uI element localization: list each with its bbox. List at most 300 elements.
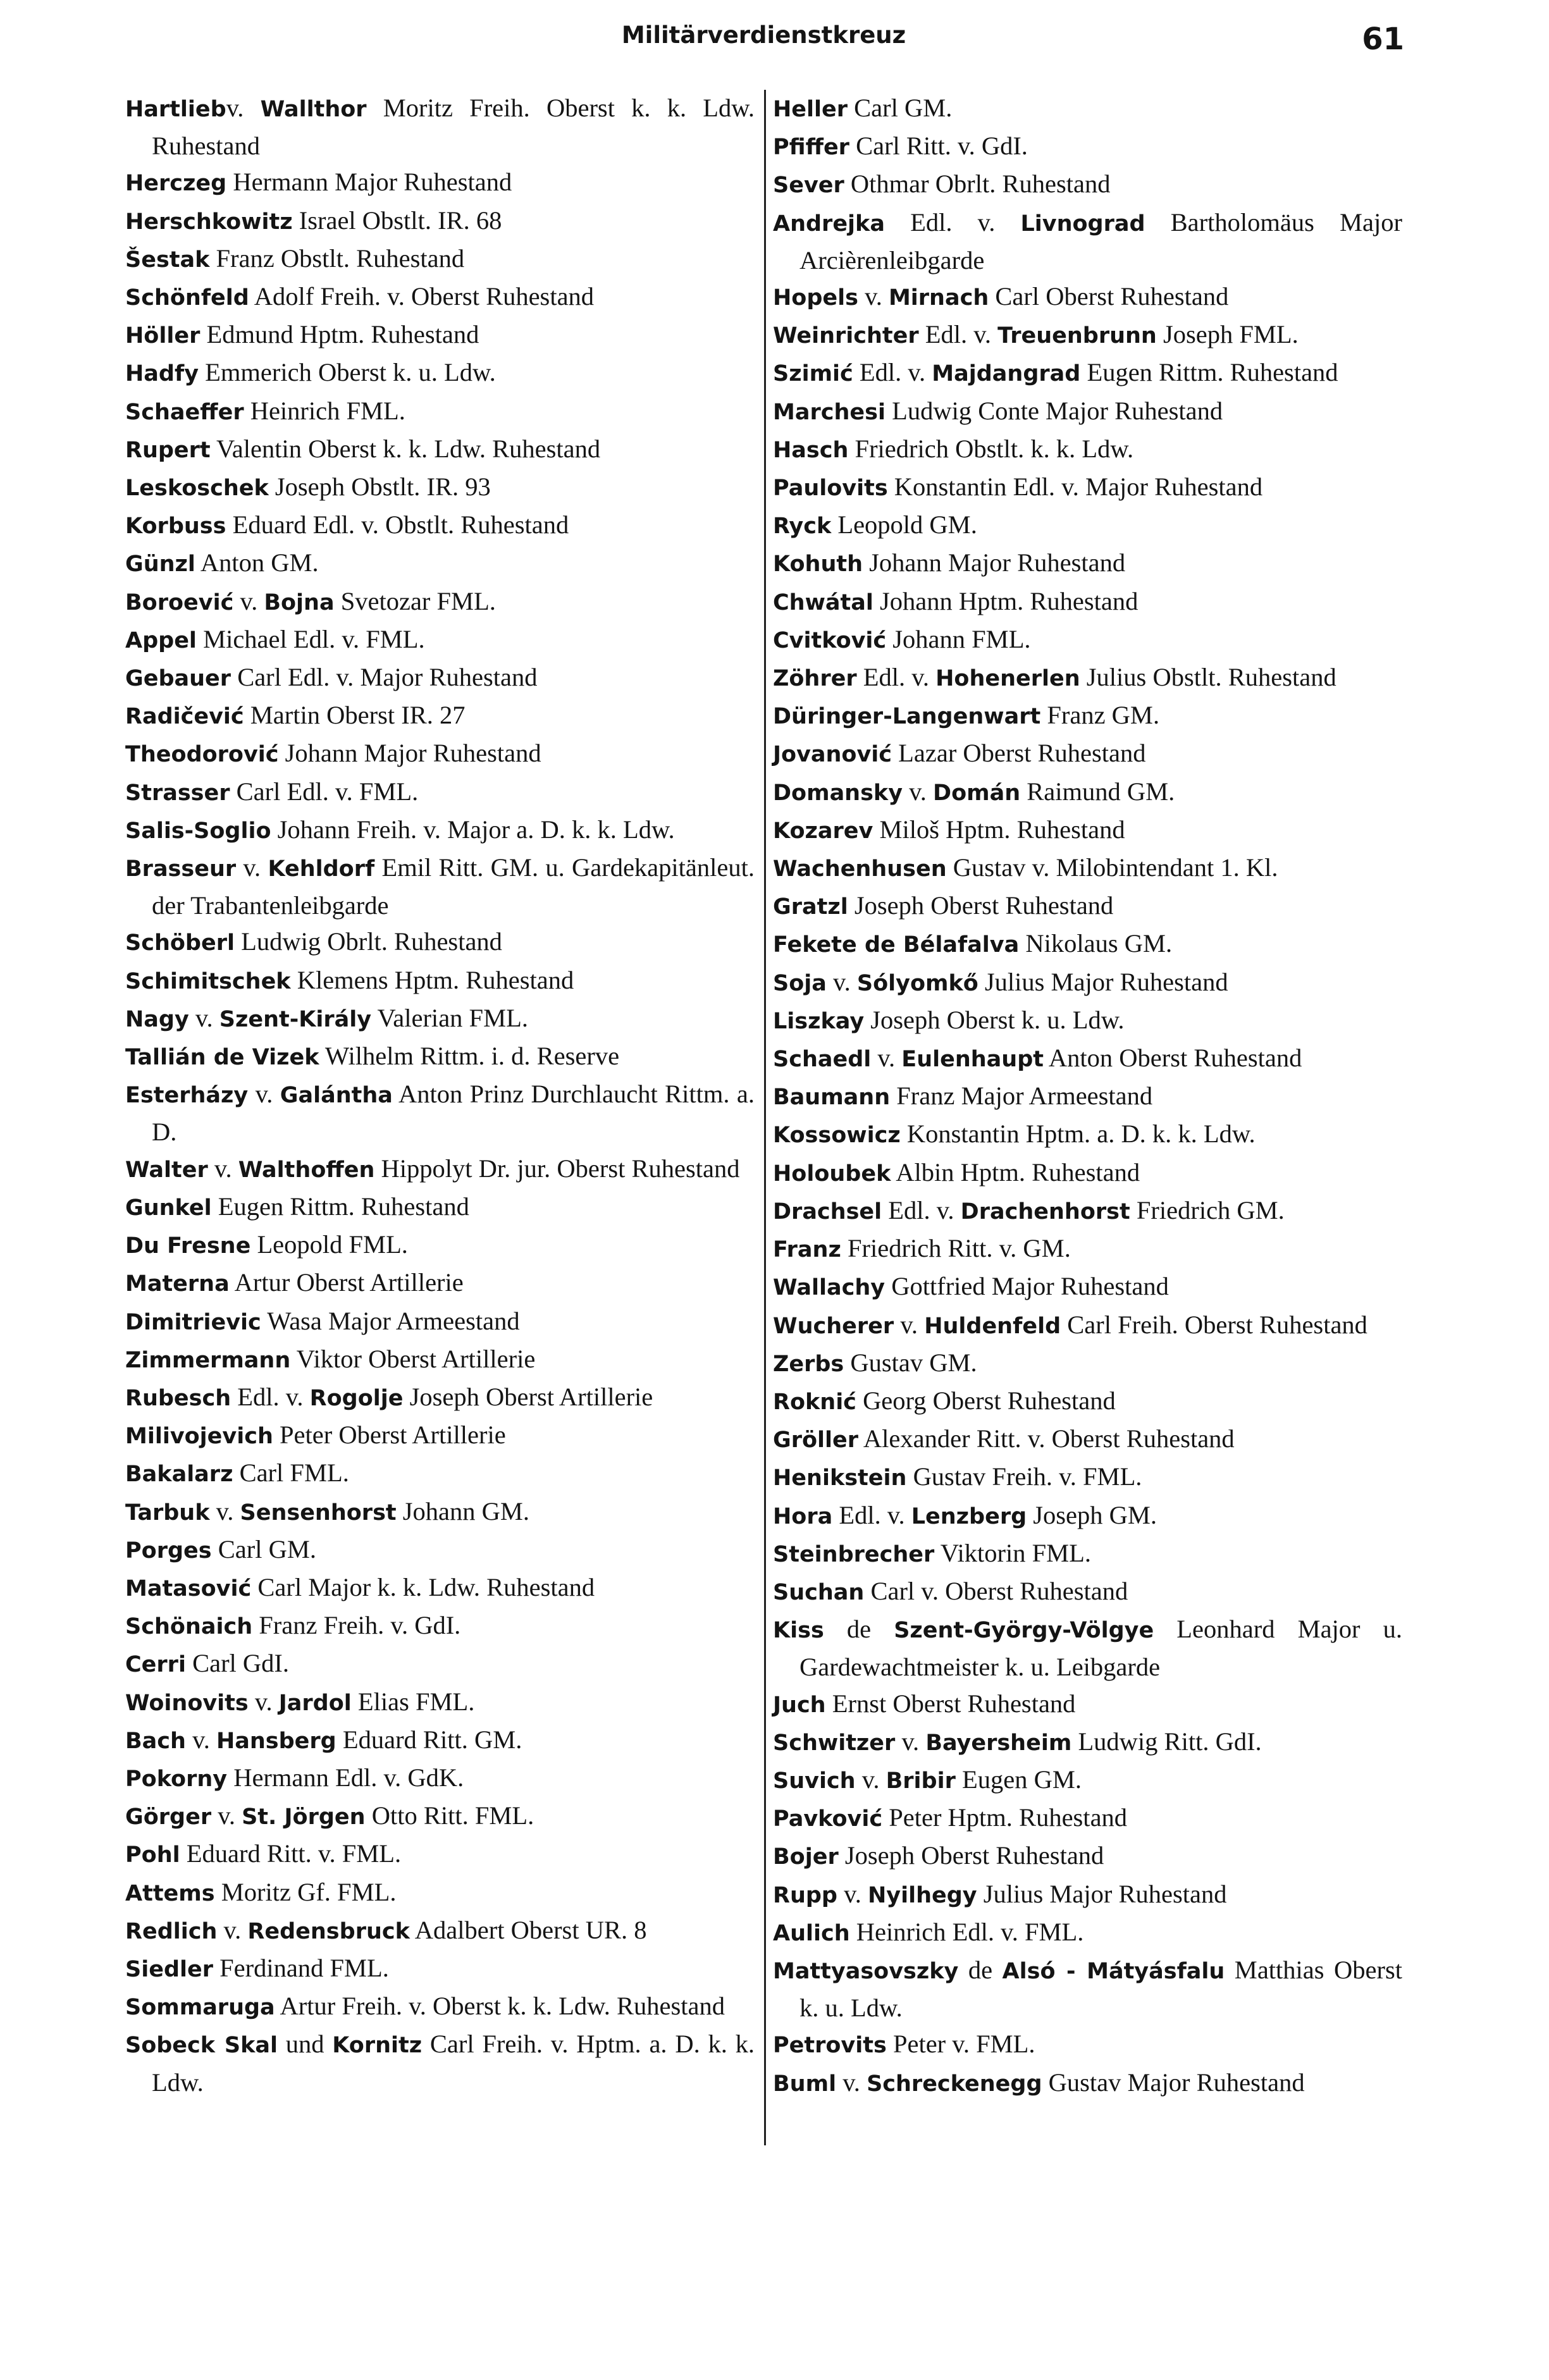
entry-name-predicate: Jardol <box>278 1690 352 1716</box>
entry-name: Du Fresne <box>125 1233 251 1259</box>
entry-name: Herschkowitz <box>125 209 293 235</box>
entry-text: Alexander Ritt. v. Oberst Ruhestand <box>858 1424 1235 1453</box>
register-entry <box>125 1188 755 1226</box>
entry-name-predicate: Rogolje <box>309 1385 404 1411</box>
register-entry <box>773 1573 1402 1611</box>
entry-name: Hartlieb <box>125 97 226 122</box>
entry-details: Joseph FML. <box>1156 320 1299 349</box>
register-entry <box>773 1116 1402 1154</box>
register-entry <box>125 1912 755 1950</box>
entry-text: v. <box>836 2068 867 2097</box>
entry-name: Höller <box>125 323 201 349</box>
register-entry <box>125 240 755 278</box>
entry-text: v. <box>226 94 261 122</box>
register-entry <box>125 962 755 1000</box>
entry-name: Schöberl <box>125 930 235 956</box>
entry-text: Friedrich Ritt. v. GM. <box>841 1234 1071 1263</box>
register-entry <box>125 1569 755 1607</box>
entry-text: Carl GdI. <box>185 1649 290 1678</box>
entry-name: Düringer-Langenwart <box>773 704 1041 730</box>
entry-text: Johann Freih. v. Major a. D. k. k. Ldw. <box>271 815 675 844</box>
entry-text: Heinrich Edl. v. FML. <box>849 1917 1084 1946</box>
entry-text: Edl. v. <box>853 358 932 387</box>
entry-text: Franz GM. <box>1040 701 1160 730</box>
register-entry <box>773 1421 1402 1458</box>
column-divider <box>764 90 766 2145</box>
register-entry <box>125 1076 755 1150</box>
register-entry <box>125 1038 755 1076</box>
entry-name: Leskoschek <box>125 476 269 502</box>
entry-name: Attems <box>125 1880 215 1906</box>
register-entry <box>773 545 1402 583</box>
entry-name: Pokorny <box>125 1766 228 1792</box>
entry-name: Buml <box>773 2071 837 2097</box>
entry-name: Steinbrecher <box>773 1541 935 1567</box>
entry-name-predicate: Kehldorf <box>268 856 375 882</box>
entry-name: Baumann <box>773 1085 891 1111</box>
entry-details: Julius Major Ruhestand <box>977 1879 1227 1908</box>
entry-text: v. <box>895 1727 926 1756</box>
entry-name: Ryck <box>773 514 832 540</box>
entry-details: Eugen Rittm. Ruhestand <box>1080 358 1338 387</box>
entry-name: Milivojevich <box>125 1424 273 1450</box>
register-entry <box>773 1611 1402 1685</box>
register-entry <box>773 1535 1402 1573</box>
entry-text: Israel Obstlt. IR. 68 <box>292 206 502 235</box>
register-entry <box>125 90 755 164</box>
entry-text: Carl Major k. k. Ldw. Ruhestand <box>251 1572 595 1601</box>
entry-name-predicate: Livnograd <box>1020 211 1145 237</box>
entry-text: v. <box>248 1080 280 1109</box>
entry-name: Kiss <box>773 1618 824 1644</box>
left-column <box>125 90 755 2100</box>
register-entry <box>773 1799 1402 1837</box>
entry-text: Joseph Oberst Ruhestand <box>848 891 1114 920</box>
entry-text: Artur Oberst Artillerie <box>229 1268 464 1297</box>
entry-name-predicate: Schreckenegg <box>867 2071 1042 2097</box>
register-entry <box>773 2026 1402 2064</box>
entry-text: v. <box>188 1003 219 1032</box>
entry-name: Cvitković <box>773 627 887 653</box>
entry-text: Hermann Edl. v. GdK. <box>227 1763 464 1792</box>
register-entry <box>125 1493 755 1531</box>
register-entry <box>773 204 1402 278</box>
register-entry <box>773 1345 1402 1383</box>
entry-name: Nagy <box>125 1006 189 1032</box>
entry-text: Johann FML. <box>886 624 1031 653</box>
entry-text: Leopold FML. <box>250 1230 408 1259</box>
entry-text: Wasa Major Armeestand <box>261 1306 520 1335</box>
entry-details: Bartholomäus Major Arcièrenleibgarde <box>799 207 1402 274</box>
register-entry <box>773 1383 1402 1421</box>
entry-name: Schönfeld <box>125 285 249 311</box>
register-entry <box>125 393 755 431</box>
entry-text: Edl. v. <box>882 1195 961 1224</box>
register-entry <box>773 507 1402 545</box>
entry-name-predicate: Szent-György-Völgye <box>894 1618 1154 1644</box>
register-entry <box>125 1379 755 1417</box>
register-entry <box>125 507 755 545</box>
register-entry <box>125 1645 755 1683</box>
register-entry <box>773 659 1402 697</box>
entry-text: Ernst Oberst Ruhestand <box>825 1689 1076 1718</box>
entry-name: Wachenhusen <box>773 856 947 882</box>
entry-text: Klemens Hptm. Ruhestand <box>290 965 574 994</box>
entry-name-predicate: Huldenfeld <box>924 1313 1061 1339</box>
entry-name-predicate: Sensenhorst <box>240 1500 397 1526</box>
entry-name: Strasser <box>125 780 230 806</box>
entry-text: Martin Oberst IR. 27 <box>244 701 466 730</box>
entry-text: v. <box>209 1496 240 1526</box>
register-entry <box>125 1226 755 1264</box>
register-entry <box>773 964 1402 1002</box>
entry-name: Sobeck Skal <box>125 2033 278 2059</box>
entry-name: Korbuss <box>125 514 226 540</box>
entry-details: Julius Major Ruhestand <box>978 967 1228 996</box>
entry-name-predicate: Treuenbrunn <box>997 323 1157 349</box>
entry-name-predicate: Bribir <box>886 1768 956 1794</box>
entry-text: Adolf Freih. v. Oberst Ruhestand <box>249 282 595 311</box>
entry-text: Gustav GM. <box>844 1348 977 1377</box>
register-entry <box>125 1607 755 1645</box>
page-number: 61 <box>1362 22 1404 57</box>
entry-name-predicate: Nyilhegy <box>867 1882 977 1908</box>
entry-name: Bojer <box>773 1844 839 1870</box>
entry-text: Friedrich Obstlt. k. k. Ldw. <box>848 434 1134 463</box>
entry-details: Raimund GM. <box>1020 777 1175 806</box>
register-entry <box>125 1531 755 1569</box>
entry-text: Johann Hptm. Ruhestand <box>873 586 1139 615</box>
entry-name: Görger <box>125 1804 212 1830</box>
entry-name: Zöhrer <box>773 666 857 692</box>
register-entry <box>125 1797 755 1835</box>
register-entry <box>773 1914 1402 1952</box>
entry-text: Valentin Oberst k. k. Ldw. Ruhestand <box>210 434 601 463</box>
register-entry <box>125 1264 755 1302</box>
register-entry <box>773 354 1402 392</box>
entry-name: Zimmermann <box>125 1347 291 1373</box>
register-entry <box>125 697 755 735</box>
register-entry <box>773 469 1402 507</box>
entry-text: Nikolaus GM. <box>1019 929 1173 958</box>
entry-name: Gebauer <box>125 666 231 692</box>
entry-name: Holoubek <box>773 1161 891 1187</box>
entry-name: Henikstein <box>773 1465 907 1491</box>
entry-text: Peter Oberst Artillerie <box>273 1421 506 1450</box>
entry-text: v. <box>248 1687 279 1716</box>
register-entry <box>773 1952 1402 2026</box>
entry-name: Franz <box>773 1237 841 1263</box>
entry-text: Franz Major Armeestand <box>890 1082 1153 1111</box>
entry-name-predicate: Redensbruck <box>247 1918 410 1944</box>
entry-name: Tarbuk <box>125 1500 210 1526</box>
entry-details: Emil Ritt. GM. u. Gardekapitänleut. der Trabantenleibgarde <box>152 853 755 920</box>
register-entry <box>125 1722 755 1760</box>
entry-details: Friedrich GM. <box>1130 1195 1285 1224</box>
entry-name-predicate: St. Jörgen <box>242 1804 366 1830</box>
register-entry <box>125 1874 755 1912</box>
register-entry <box>773 1040 1402 1078</box>
entry-name: Bach <box>125 1728 186 1754</box>
entry-name: Cerri <box>125 1652 186 1678</box>
register-entry <box>125 1835 755 1873</box>
entry-text: Ludwig Conte Major Ruhestand <box>885 396 1223 425</box>
entry-name: Brasseur <box>125 856 237 882</box>
entry-name: Petrovits <box>773 2033 887 2059</box>
entry-name: Esterházy <box>125 1083 249 1109</box>
entry-text: Eduard Ritt. v. FML. <box>180 1839 402 1868</box>
entry-details: Moritz Freih. Oberst k. k. Ldw. Ruhestand <box>152 94 755 161</box>
entry-text: Carl FML. <box>233 1458 349 1488</box>
entry-name: Schaedl <box>773 1047 872 1073</box>
entry-text: Eduard Edl. v. Obstlt. Ruhestand <box>226 510 569 540</box>
entry-name: Wallachy <box>773 1275 886 1301</box>
entry-details: Joseph GM. <box>1027 1500 1157 1529</box>
entry-name: Bakalarz <box>125 1462 233 1488</box>
entry-details: Valerian FML. <box>371 1003 528 1032</box>
entry-text: Heinrich FML. <box>244 396 405 425</box>
entry-name: Andrejka <box>773 211 885 237</box>
entry-name: Chwátal <box>773 589 873 615</box>
entry-details: Svetozar FML. <box>334 586 496 615</box>
entry-text: v. <box>871 1044 902 1073</box>
entry-details: Johann GM. <box>396 1496 530 1526</box>
register-entry <box>773 697 1402 735</box>
entry-text: v. <box>185 1725 216 1754</box>
register-entry <box>125 1950 755 1988</box>
entry-name: Hadfy <box>125 361 199 387</box>
entry-name: Theodorović <box>125 742 279 768</box>
entry-text: Viktorin FML. <box>934 1538 1092 1567</box>
entry-name: Sommaruga <box>125 1995 275 2021</box>
entry-text: Konstantin Hptm. a. D. k. k. Ldw. <box>900 1119 1256 1149</box>
register-entry <box>773 1230 1402 1268</box>
entry-name: Hopels <box>773 285 858 311</box>
entry-name: Drachsel <box>773 1199 882 1224</box>
entry-text: Joseph Obstlt. IR. 93 <box>268 472 491 502</box>
entry-text: Edl. v. <box>231 1382 310 1411</box>
entry-text: Edl. v. <box>884 207 1021 237</box>
register-entry <box>773 887 1402 925</box>
register-entry <box>125 164 755 202</box>
entry-name: Paulovits <box>773 476 888 502</box>
entry-details: Adalbert Oberst UR. 8 <box>409 1915 647 1944</box>
entry-name-predicate: Walthoffen <box>238 1157 375 1183</box>
entry-name: Materna <box>125 1271 230 1297</box>
register-entry <box>773 1078 1402 1116</box>
entry-name: Kozarev <box>773 818 873 844</box>
register-entry <box>773 1686 1402 1723</box>
register-entry <box>773 1307 1402 1345</box>
entry-details: Otto Ritt. FML. <box>365 1801 534 1830</box>
entry-name-predicate: Eulenhaupt <box>901 1047 1044 1073</box>
entry-name: Herczeg <box>125 171 227 197</box>
entry-text: Lazar Oberst Ruhestand <box>892 739 1146 768</box>
entry-name: Matasović <box>125 1575 252 1601</box>
register-entry <box>773 1497 1402 1535</box>
register-entry <box>773 621 1402 659</box>
entry-name: Günzl <box>125 552 195 577</box>
register-entry <box>125 923 755 961</box>
running-title: Militärverdienstkreuz <box>621 22 906 49</box>
entry-text: Carl Edl. v. FML. <box>230 777 419 806</box>
register-entry <box>125 1760 755 1797</box>
entry-text: v. <box>207 1154 238 1183</box>
entry-text: Franz Freih. v. GdI. <box>252 1611 461 1640</box>
entry-details: Carl Oberst Ruhestand <box>989 282 1229 311</box>
entry-name: Fekete de Bélafalva <box>773 932 1020 958</box>
entry-details: Eugen GM. <box>955 1765 1082 1794</box>
register-entry <box>125 354 755 392</box>
entry-name: Soja <box>773 970 827 996</box>
entry-text: Johann Major Ruhestand <box>278 739 541 768</box>
right-column <box>773 90 1402 2102</box>
entry-text: und <box>278 2030 333 2059</box>
register-entry <box>773 1002 1402 1040</box>
entry-name: Rupp <box>773 1882 837 1908</box>
entry-details: Julius Obstlt. Ruhestand <box>1080 663 1336 692</box>
entry-name: Zerbs <box>773 1351 844 1377</box>
register-entry <box>125 811 755 849</box>
register-entry <box>125 1303 755 1341</box>
register-entry <box>773 1268 1402 1306</box>
entry-text: Edl. v. <box>832 1500 911 1529</box>
entry-name: Schaeffer <box>125 399 244 425</box>
entry-text: Edl. v. <box>856 663 936 692</box>
entry-name: Salis-Soglio <box>125 818 271 844</box>
entry-details: Elias FML. <box>351 1687 475 1716</box>
entry-text: v. <box>855 1765 886 1794</box>
entry-text: Peter Hptm. Ruhestand <box>882 1803 1128 1832</box>
entry-name: Boroević <box>125 589 234 615</box>
register-entry <box>125 659 755 697</box>
entry-details: Joseph Oberst Artillerie <box>403 1382 653 1411</box>
entry-text: Anton GM. <box>195 548 319 577</box>
entry-details: Anton Prinz Durchlaucht Rittm. a. D. <box>152 1080 755 1147</box>
register-entry <box>125 431 755 469</box>
entry-name: Schimitschek <box>125 968 291 994</box>
entry-name-predicate: Bayersheim <box>925 1730 1072 1756</box>
entry-name-predicate: Domán <box>933 780 1021 806</box>
register-entry <box>125 1684 755 1722</box>
register-entry <box>773 90 1402 128</box>
entry-name: Heller <box>773 97 848 122</box>
entry-name: Weinrichter <box>773 323 919 349</box>
entry-name-predicate: Lenzberg <box>911 1503 1027 1529</box>
entry-name-predicate: Hohenerlen <box>935 666 1080 692</box>
entry-text: Gustav Freih. v. FML. <box>906 1462 1142 1491</box>
entry-name-predicate: Alsó - Mátyásfalu <box>1002 1958 1225 1984</box>
entry-name: Domansky <box>773 780 903 806</box>
register-entry <box>773 1837 1402 1875</box>
entry-name: Dimitrievic <box>125 1309 261 1335</box>
entry-text: v. <box>858 282 889 311</box>
register-entry <box>773 811 1402 849</box>
register-entry <box>125 545 755 583</box>
entry-text: Viktor Oberst Artillerie <box>290 1344 536 1373</box>
entry-name: Jovanović <box>773 742 892 768</box>
entry-name: Gratzl <box>773 894 848 920</box>
entry-text: Othmar Obrlt. Ruhestand <box>844 170 1111 199</box>
register-entry <box>773 925 1402 963</box>
entry-text: v. <box>903 777 934 806</box>
entry-text: Carl Edl. v. Major Ruhestand <box>231 663 538 692</box>
register-entry <box>773 316 1402 354</box>
entry-name: Kohuth <box>773 552 863 577</box>
register-entry <box>125 469 755 507</box>
entry-name: Pavković <box>773 1806 883 1832</box>
entry-text: Johann Major Ruhestand <box>863 548 1126 577</box>
entry-name-predicate: Majdangrad <box>932 361 1081 387</box>
entry-text: Gustav v. Milobintendant 1. Kl. <box>946 853 1278 882</box>
entry-details: Gustav Major Ruhestand <box>1042 2068 1305 2097</box>
entry-text: Peter v. FML. <box>886 2030 1035 2059</box>
register-entry <box>773 2064 1402 2102</box>
entry-text: Ludwig Obrlt. Ruhestand <box>234 927 502 956</box>
entry-name: Suvich <box>773 1768 856 1794</box>
entry-name: Aulich <box>773 1920 850 1946</box>
entry-name-predicate: Bojna <box>264 589 335 615</box>
entry-name: Szimić <box>773 361 853 387</box>
entry-name-predicate: Drachenhorst <box>960 1199 1130 1224</box>
register-entry <box>773 431 1402 469</box>
entry-details: Anton Oberst Ruhestand <box>1044 1044 1302 1073</box>
register-entry <box>125 1000 755 1038</box>
entry-details: Leonhard Major u. Gardewachtmeister k. u. Leibgarde <box>799 1615 1403 1682</box>
page-header <box>123 22 1404 66</box>
entry-text: v. <box>837 1879 868 1908</box>
entry-text: Edmund Hptm. Ruhestand <box>200 320 479 349</box>
entry-text: v. <box>826 967 857 996</box>
entry-text: v. <box>217 1915 248 1944</box>
register-entry <box>773 1761 1402 1799</box>
entry-name: Hasch <box>773 437 849 463</box>
register-entry <box>125 621 755 659</box>
entry-text: Carl Ritt. v. GdI. <box>849 132 1028 161</box>
entry-text: v. <box>211 1801 242 1830</box>
register-entry <box>773 393 1402 431</box>
register-entry <box>773 128 1402 166</box>
entry-name-predicate: Kornitz <box>332 2033 423 2059</box>
entry-name: Tallián de Vizek <box>125 1045 319 1071</box>
entry-name: Schwitzer <box>773 1730 896 1756</box>
register-entry <box>125 774 755 811</box>
register-entry <box>125 1455 755 1493</box>
register-entry <box>125 1417 755 1455</box>
entry-text: Michael Edl. v. FML. <box>196 624 425 653</box>
entry-text: Gottfried Major Ruhestand <box>885 1272 1169 1301</box>
entry-name: Walter <box>125 1157 208 1183</box>
entry-name: Rupert <box>125 437 211 463</box>
entry-name: Rubesch <box>125 1385 231 1411</box>
entry-text: Emmerich Oberst k. u. Ldw. <box>199 358 496 387</box>
entry-text: Albin Hptm. Ruhestand <box>891 1157 1140 1187</box>
entry-name-predicate: Sólyomkő <box>856 970 978 996</box>
entry-name: Juch <box>773 1692 826 1718</box>
entry-name: Marchesi <box>773 399 886 425</box>
entry-details: Carl Freih. Oberst Ruhestand <box>1061 1310 1367 1339</box>
register-entry <box>125 2026 755 2100</box>
entry-name: Hora <box>773 1503 833 1529</box>
entry-name-predicate: Szent-Király <box>219 1006 372 1032</box>
register-entry <box>125 583 755 621</box>
entry-name: Radičević <box>125 704 244 730</box>
entry-name: Liszkay <box>773 1008 865 1034</box>
entry-text: Franz Obstlt. Ruhestand <box>209 244 465 273</box>
entry-text: Artur Freih. v. Oberst k. k. Ldw. Ruhestand <box>275 1992 725 2021</box>
entry-name: Redlich <box>125 1918 218 1944</box>
entry-name: Gröller <box>773 1427 859 1453</box>
